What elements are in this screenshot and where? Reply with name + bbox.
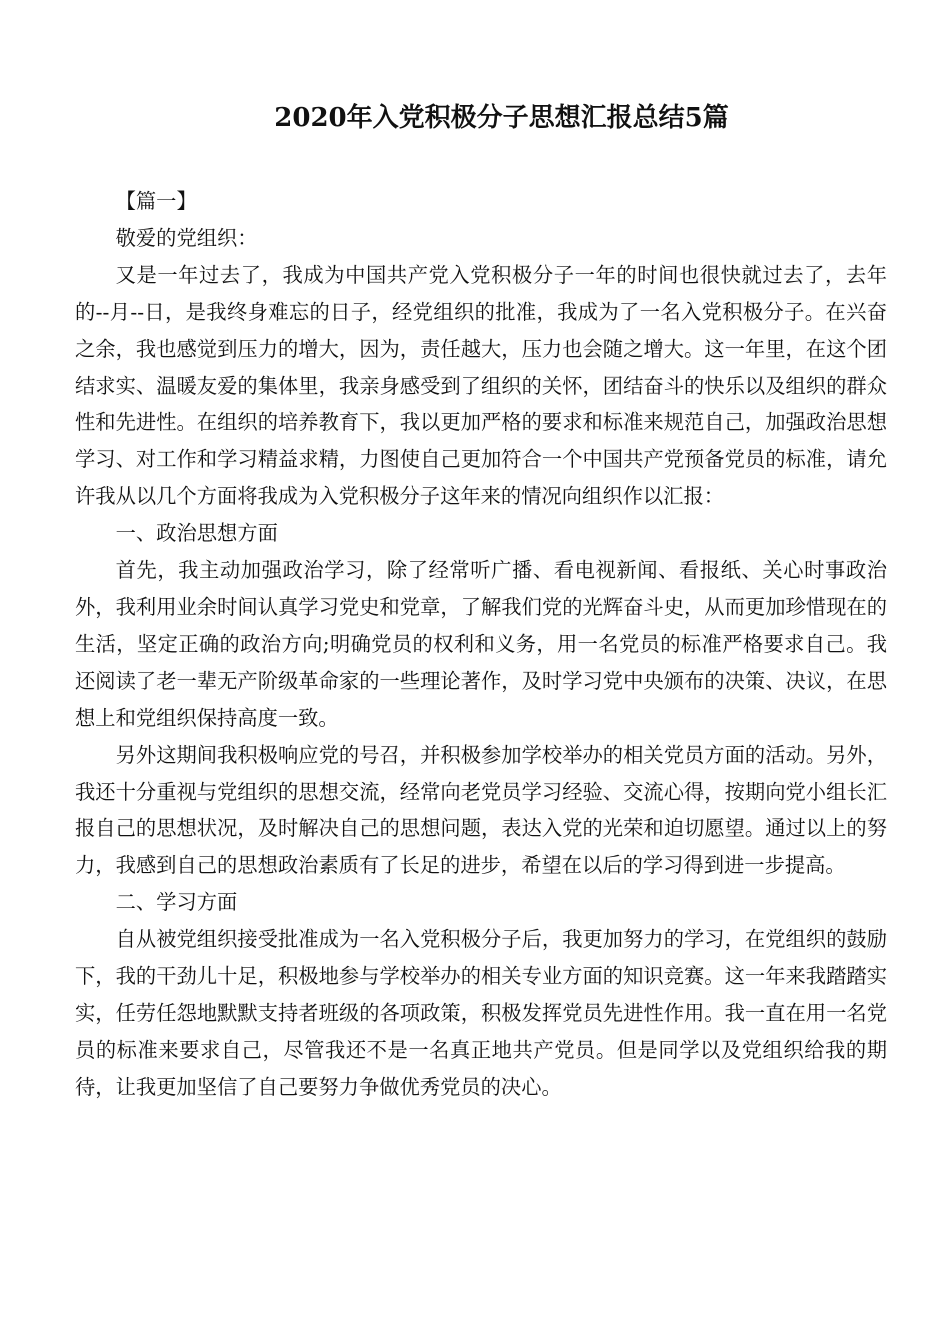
paragraph: 另外这期间我积极响应党的号召，并积极参加学校举办的相关党员方面的活动。另外，我还十分重视与党组织的思想交流，经常向老党员学习经验、交流心得，按期向党小组长汇报自己的思想状况，及时解决自己的思想问题，表达入党的光荣和迫切愿望。通过以上的努力，我感到自己的思想政治素质有了长足的进步，希望在以后的学习得到进一步提高。 bbox=[75, 742, 887, 878]
paragraph: 又是一年过去了，我成为中国共产党入党积极分子一年的时间也很快就过去了，去年的--月--日，是我终身难忘的日子，经党组织的批准，我成为了一名入党积极分子。在兴奋之余，我也感觉到压力的增大，因为，责任越大，压力也会随之增大。这一年里，在这个团结求实、温暖友爱的集体里，我亲身感受到了组织的关怀，团结奋斗的快乐以及组织的群众性和先进性。在组织的培养教育下，我以更加严格的要求和标准来规范自己，加强政治思想学习、对工作和学习精益求精，力图使自己更加符合一个中国共产党预备党员的标准，请允许我从以几个方面将我成为入党积极分子这年来的情况向组织作以汇报： bbox=[75, 262, 887, 509]
subsection-heading: 二、学习方面 bbox=[115, 890, 238, 915]
document-body bbox=[75, 183, 887, 1106]
salutation: 敬爱的党组织： bbox=[115, 225, 258, 250]
section-label: 【篇一】 bbox=[115, 189, 197, 213]
paragraph: 首先，我主动加强政治学习，除了经常听广播、看电视新闻、看报纸、关心时事政治外，我利用业余时间认真学习党史和党章，了解我们党的光辉奋斗史，从而更加珍惜现在的生活，坚定正确的政治方向;明确党员的权利和义务，用一名党员的标准严格要求自己。我还阅读了老一辈无产阶级革命家的一些理论著作，及时学习党中央颁布的决策、决议，在思想上和党组织保持高度一致。 bbox=[75, 558, 887, 730]
subsection-heading: 一、政治思想方面 bbox=[115, 521, 278, 546]
document-title: 2020年入党积极分子思想汇报总结5篇 bbox=[274, 103, 729, 133]
paragraph: 自从被党组织接受批准成为一名入党积极分子后，我更加努力的学习，在党组织的鼓励下，我的干劲儿十足，积极地参与学校举办的相关专业方面的知识竞赛。这一年来我踏踏实实，任劳任怨地默默支持者班级的各项政策，积极发挥党员先进性作用。我一直在用一名党员的标准来要求自己，尽管我还不是一名真正地共产党员。但是同学以及党组织给我的期待，让我更加坚信了自己要努力争做优秀党员的决心。 bbox=[75, 927, 887, 1099]
